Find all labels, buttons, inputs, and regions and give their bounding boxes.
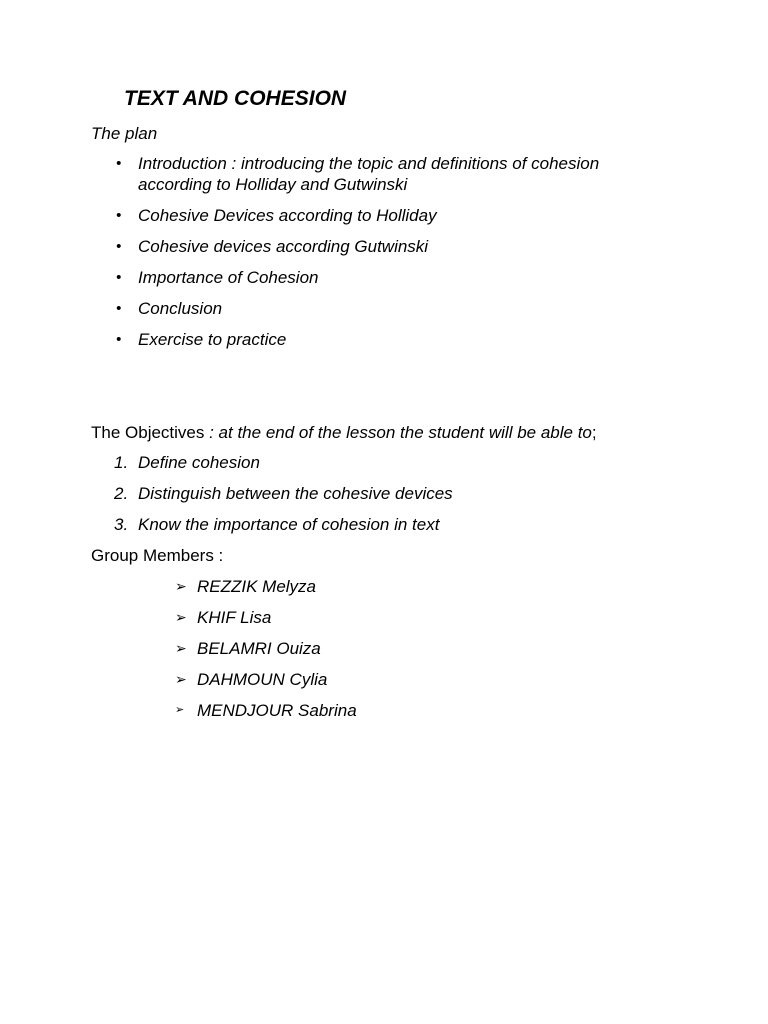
objective-text: Distinguish between the cohesive devices <box>138 484 453 503</box>
arrow-bullet-icon: ➢ <box>175 640 187 656</box>
plan-item-text-continued: according to Holliday and Gutwinski <box>138 175 408 194</box>
bullet-icon: • <box>116 155 122 172</box>
member-name: BELAMRI Ouiza <box>197 639 321 658</box>
arrow-bullet-icon: ➢ <box>175 704 185 716</box>
member-name: REZZIK Melyza <box>197 577 317 596</box>
plan-item-text: Introduction : introducing the topic and definitions of cohesion <box>138 154 600 173</box>
plan-item-text: Importance of Cohesion <box>138 268 319 287</box>
bullet-icon: • <box>116 331 122 348</box>
objective-text: Know the importance of cohesion in text <box>138 515 440 534</box>
member-name: DAHMOUN Cylia <box>197 670 328 689</box>
list-number: 1. <box>114 453 129 472</box>
group-members-heading: Group Members : <box>91 546 224 565</box>
bullet-icon: • <box>116 300 122 317</box>
arrow-bullet-icon: ➢ <box>175 609 187 625</box>
plan-item-text: Exercise to practice <box>138 330 287 349</box>
plan-item-text: Conclusion <box>138 299 223 318</box>
bullet-icon: • <box>116 207 122 224</box>
objectives-intro: : at the end of the lesson the student will be able to <box>204 423 592 442</box>
bullet-icon: • <box>116 269 122 286</box>
member-name: KHIF Lisa <box>197 608 272 627</box>
plan-heading: The plan <box>91 124 158 143</box>
member-name: MENDJOUR Sabrina <box>197 701 357 720</box>
bullet-icon: • <box>116 238 122 255</box>
document-title: TEXT AND COHESION <box>124 87 347 110</box>
objectives-heading <box>91 422 597 443</box>
objective-text: Define cohesion <box>138 453 260 472</box>
list-number: 3. <box>114 515 129 534</box>
objectives-label: The Objectives <box>91 423 205 442</box>
objectives-end-punct: ; <box>591 423 597 442</box>
arrow-bullet-icon: ➢ <box>175 578 187 594</box>
plan-item-text: Cohesive Devices according to Holliday <box>138 206 437 225</box>
plan-item-text: Cohesive devices according Gutwinski <box>138 237 429 256</box>
arrow-bullet-icon: ➢ <box>175 671 187 687</box>
list-number: 2. <box>114 484 129 503</box>
